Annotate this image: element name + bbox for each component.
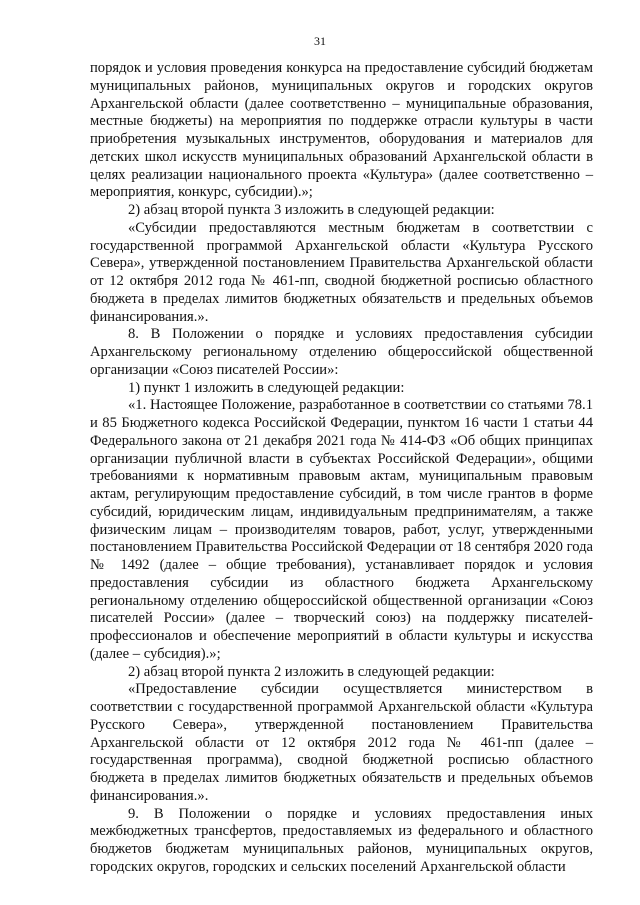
page-number: 31 (314, 34, 326, 48)
paragraph-quoted-subsidies: «Субсидии предоставляются местным бюджетам в соответствии с государственной программой Архангельской области «Культура Русского Севера», утвержденной постановлением Правительства Архангельской области от 12 октября 2012 года № 461-пп, сводной бюджетной росписью областного бюджета в пределах лимитов бюджетных обязательств и предельных объемов финансирования.». (90, 219, 593, 325)
paragraph-section-9: 9. В Положении о порядке и условиях предоставления иных межбюджетных трансфертов, предоставляемых из федерального и областного бюджетов бюджетам муниципальных районов, муниципальных округов, городских округов, городских и сельских поселений Архангельской области (90, 805, 593, 875)
paragraph-section-8: 8. В Положении о порядке и условиях предоставления субсидии Архангельскому региональному отделению общероссийской общественной организации «Союз писателей России»: (90, 326, 593, 378)
paragraph-quoted-provision: «Предоставление субсидии осуществляется министерством в соответствии с государственной программой Архангельской области «Культура Русского Севера», утвержденной постановлением Правительства Архангельской области от 12 октября 2012 года № 461-пп (далее – государственная программа), сводной бюджетной росписью областного бюджета в пределах лимитов бюджетных обязательств и предельных объемов финансирования.». (90, 681, 593, 804)
paragraph-amendment-item-2b: 2) абзац второй пункта 2 изложить в следующей редакции: (128, 663, 495, 680)
document-body (90, 60, 593, 877)
paragraph-quoted-regulation: «1. Настоящее Положение, разработанное в соответствии со статьями 78.1 и 85 Бюджетного кодекса Российской Федерации, пунктом 16 части 1 статьи 44 Федерального закона от 21 декабря 2021 года № 414-ФЗ «Об общих принципах организации публичной власти в субъектах Российской Федерации», общими требованиями к нормативным правовым актам, муниципальным правовым актам, регулирующим предоставление субсидий, в том числе грантов в форме субсидий, юридическим лицам, индивидуальным предпринимателям, а также физическим лицам – производителям товаров, работ, услуг, утвержденными постановлением Правительства Российской Федерации от 18 сентября 2020 года № 1492 (далее – общие требования), устанавливает порядок и условия предоставления субсидии из областного бюджета Архангельскому региональному отделению общероссийской общественной организации «Союз писателей России» (далее – творческий союз) на поддержку писателей-профессионалов и обеспечение мероприятий в области культуры и искусства (далее – субсидия).»; (90, 397, 593, 662)
paragraph-amendment-item-1: 1) пункт 1 изложить в следующей редакции: (128, 379, 405, 396)
paragraph-amendment-item-2: 2) абзац второй пункта 3 изложить в следующей редакции: (128, 202, 495, 218)
paragraph-continuation: порядок и условия проведения конкурса на предоставление субсидий бюджетам муниципальных районов, муниципальных округов и городских округов Архангельской области (далее соответственно – муниципальные образования, местные бюджеты) на мероприятия по поддержке отрасли культуры в части приобретения музыкальных инструментов, оборудования и материалов для детских школ искусств муниципальных образований Архангельской области в целях реализации национального проекта «Культура» (далее соответственно – мероприятия, конкурс, субсидии).»; (90, 60, 593, 201)
